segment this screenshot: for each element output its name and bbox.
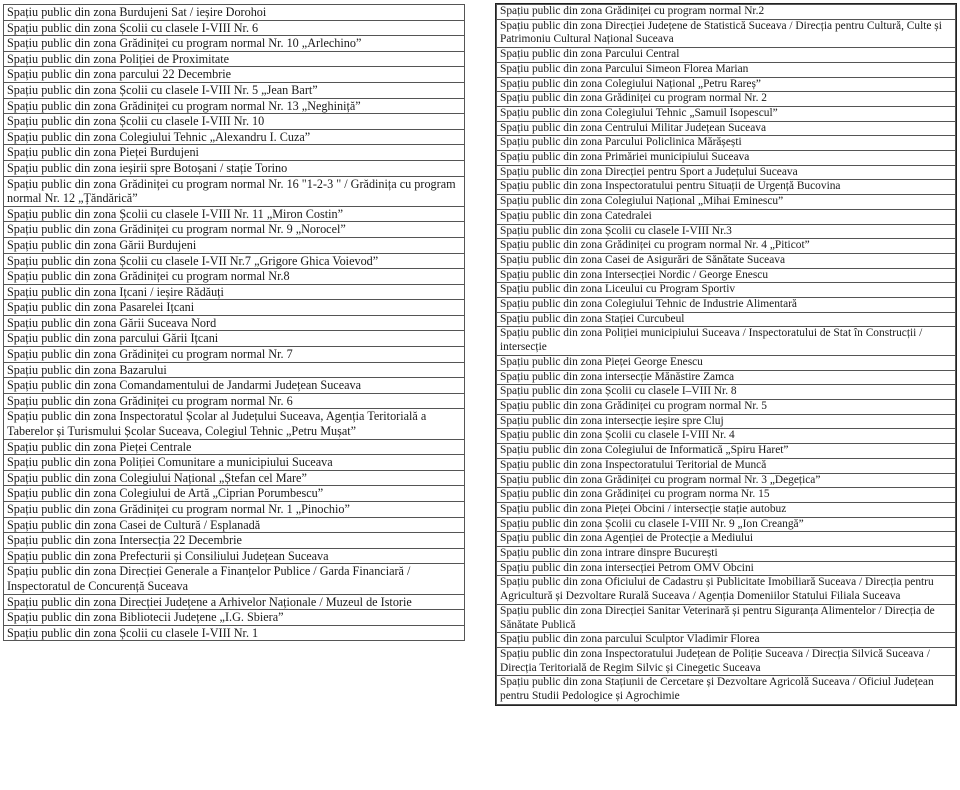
right-table-cell: Spațiu public din zona Colegiului Tehnic de Industrie Alimentară xyxy=(497,298,956,313)
left-table-row xyxy=(4,206,465,222)
right-table-row xyxy=(497,355,956,370)
left-table-cell: Spațiu public din zona Gării Burdujeni xyxy=(4,237,465,253)
right-table-row xyxy=(497,5,956,20)
left-table-row xyxy=(4,300,465,316)
left-table-row xyxy=(4,36,465,52)
right-table-cell: Spațiu public din zona Intersecției Nordic / George Enescu xyxy=(497,268,956,283)
right-table-cell: Spațiu public din zona Casei de Asigurări de Sănătate Suceava xyxy=(497,253,956,268)
right-table-cell: Spațiu public din zona Direcției Sanitar Veterinară și pentru Siguranța Alimentelor / Direcția de Sănătate Publică xyxy=(497,604,956,632)
left-table-cell: Spațiu public din zona Ițcani / ieșire Rădăuți xyxy=(4,284,465,300)
right-table-cell: Spațiu public din zona Oficiului de Cadastru și Publicitate Imobiliară Suceava / Direcția pentru Agricultură și Dezvoltare Rurală Suceava / Agenția Domeniilor Statului Filiala Suceava xyxy=(497,576,956,604)
right-table-cell: Spațiu public din zona Școlii cu clasele I-VIII Nr. 4 xyxy=(497,429,956,444)
right-table-cell: Spațiu public din zona Agenției de Protecție a Mediului xyxy=(497,532,956,547)
left-table-row xyxy=(4,176,465,206)
right-table-row xyxy=(497,283,956,298)
right-table-cell: Spațiu public din zona Grădiniței cu program normal Nr. 5 xyxy=(497,399,956,414)
right-table-row xyxy=(497,92,956,107)
right-table-row xyxy=(497,604,956,632)
right-table-row xyxy=(497,151,956,166)
left-table-row xyxy=(4,347,465,363)
left-table-cell: Spațiu public din zona Pasarelei Ițcani xyxy=(4,300,465,316)
left-table-row xyxy=(4,82,465,98)
left-table-cell: Spațiu public din zona Școlii cu clasele I-VIII Nr. 10 xyxy=(4,114,465,130)
left-table-cell: Spațiu public din zona Casei de Cultură / Esplanadă xyxy=(4,517,465,533)
left-table-row xyxy=(4,20,465,36)
left-table-row xyxy=(4,5,465,21)
left-table-row xyxy=(4,625,465,641)
left-table-cell: Spațiu public din zona Direcției Județene a Arhivelor Naționale / Muzeul de Istorie xyxy=(4,594,465,610)
right-table-row xyxy=(497,502,956,517)
left-table-cell: Spațiu public din zona Direcției Generale a Finanțelor Publice / Garda Financiară / Inspectoratul de Concurență Suceava xyxy=(4,564,465,594)
left-table-cell: Spațiu public din zona Prefecturii și Consiliului Județean Suceava xyxy=(4,548,465,564)
right-table-cell: Spațiu public din zona intersecție Mănăstire Zamca xyxy=(497,370,956,385)
right-table-cell: Spațiu public din zona Stațiunii de Cercetare și Dezvoltare Agricolă Suceava / Oficiul Județean pentru Studii Pedologice și Agrochimie xyxy=(497,676,956,704)
right-table-row xyxy=(497,370,956,385)
left-table-cell: Spațiu public din zona Grădiniței cu program normal Nr. 1 „Pinochio” xyxy=(4,502,465,518)
left-table-cell: Spațiu public din zona Grădiniței cu program normal Nr. 10 „Arlechino” xyxy=(4,36,465,52)
left-table-row xyxy=(4,253,465,269)
left-table-row xyxy=(4,455,465,471)
left-table-row xyxy=(4,269,465,285)
right-table-cell: Spațiu public din zona Inspectoratului pentru Situații de Urgență Bucovina xyxy=(497,180,956,195)
left-locations-table xyxy=(3,4,465,641)
left-table-cell: Spațiu public din zona Școlii cu clasele I-VII Nr.7 „Grigore Ghica Voievod” xyxy=(4,253,465,269)
right-table-cell: Spațiu public din zona Inspectoratului Județean de Poliție Suceava / Direcția Silvică Suceava / Direcția Teritorială de Regim Silvic și Cinegetic Suceava xyxy=(497,647,956,675)
right-table-cell: Spațiu public din zona Colegiului Național „Petru Rareș” xyxy=(497,77,956,92)
right-table-cell: Spațiu public din zona intrare dinspre București xyxy=(497,547,956,562)
right-table-cell: Spațiu public din zona Pieței George Enescu xyxy=(497,355,956,370)
right-table-row xyxy=(497,312,956,327)
left-table-row xyxy=(4,548,465,564)
left-table-row xyxy=(4,610,465,626)
left-table-cell: Spațiu public din zona Grădiniței cu program normal Nr. 9 „Norocel” xyxy=(4,222,465,238)
left-table-cell: Spațiu public din zona Bibliotecii Județene „I.G. Sbiera” xyxy=(4,610,465,626)
left-table-cell: Spațiu public din zona Colegiului Tehnic „Alexandru I. Cuza” xyxy=(4,129,465,145)
right-table-row xyxy=(497,209,956,224)
right-table-row xyxy=(497,414,956,429)
left-table-cell: Spațiu public din zona Colegiului de Artă „Ciprian Porumbescu” xyxy=(4,486,465,502)
left-table-cell: Spațiu public din zona Grădiniței cu program normal Nr. 6 xyxy=(4,393,465,409)
right-table-cell: Spațiu public din zona Parcului Simeon Florea Marian xyxy=(497,62,956,77)
left-table-cell: Spațiu public din zona Școlii cu clasele I-VIII Nr. 6 xyxy=(4,20,465,36)
left-table-row xyxy=(4,594,465,610)
right-table-cell: Spațiu public din zona Școlii cu clasele I-VIII Nr. 9 „Ion Creangă” xyxy=(497,517,956,532)
left-table-cell: Spațiu public din zona Burdujeni Sat / ieșire Dorohoi xyxy=(4,5,465,21)
right-table-cell: Spațiu public din zona Colegiului Național „Mihai Eminescu” xyxy=(497,195,956,210)
right-table-row xyxy=(497,444,956,459)
right-table-row xyxy=(497,385,956,400)
right-table-row xyxy=(497,19,956,47)
right-table-row xyxy=(497,327,956,355)
right-table-cell: Spațiu public din zona Grădiniței cu program normal Nr.2 xyxy=(497,5,956,20)
left-table-cell: Spațiu public din zona Inspectoratul Școlar al Județului Suceava, Agenția Teritorială a Taberelor și Turismului Școlar Suceava, Colegiul Tehnic „Petru Mușat” xyxy=(4,409,465,439)
left-table-row xyxy=(4,470,465,486)
left-table-cell: Spațiu public din zona Colegiului Național „Ștefan cel Mare” xyxy=(4,470,465,486)
right-table-cell: Spațiu public din zona intersecției Petrom OMV Obcini xyxy=(497,561,956,576)
right-locations-table xyxy=(496,4,956,705)
left-table-cell: Spațiu public din zona Grădiniței cu program normal Nr. 13 „Neghiniță” xyxy=(4,98,465,114)
left-table-cell: Spațiu public din zona Pieței Centrale xyxy=(4,439,465,455)
right-table-row xyxy=(497,62,956,77)
right-table-row xyxy=(497,576,956,604)
right-table-cell: Spațiu public din zona Centrului Militar Județean Suceava xyxy=(497,121,956,136)
left-table-cell: Spațiu public din zona Școlii cu clasele I-VIII Nr. 11 „Miron Costin” xyxy=(4,206,465,222)
left-table-cell: Spațiu public din zona Școlii cu clasele I-VIII Nr. 1 xyxy=(4,625,465,641)
left-table-row xyxy=(4,517,465,533)
right-table-cell: Spațiu public din zona Colegiului de Informatică „Spiru Haret” xyxy=(497,444,956,459)
right-table-row xyxy=(497,48,956,63)
right-table-cell: Spațiu public din zona Grădiniței cu program normal Nr. 3 „Degețica” xyxy=(497,473,956,488)
left-table-row xyxy=(4,145,465,161)
left-table-row xyxy=(4,114,465,130)
left-table-cell: Spațiu public din zona Grădiniței cu program normal Nr. 7 xyxy=(4,347,465,363)
right-table-cell: Spațiu public din zona Pieței Obcini / intersecție stație autobuz xyxy=(497,502,956,517)
left-table-row xyxy=(4,362,465,378)
left-table-row xyxy=(4,284,465,300)
right-table-cell: Spațiu public din zona Primăriei municipiului Suceava xyxy=(497,151,956,166)
right-table-row xyxy=(497,473,956,488)
right-table-cell: Spațiu public din zona Grădiniței cu program norma Nr. 15 xyxy=(497,488,956,503)
left-table-row xyxy=(4,129,465,145)
right-table-row xyxy=(497,633,956,648)
right-table-cell: Spațiu public din zona Școlii cu clasele I–VIII Nr. 8 xyxy=(497,385,956,400)
left-table-row xyxy=(4,222,465,238)
left-table-cell: Spațiu public din zona ieșirii spre Botoșani / stație Torino xyxy=(4,160,465,176)
left-table-row xyxy=(4,160,465,176)
right-table-cell: Spațiu public din zona Direcției Județene de Statistică Suceava / Direcția pentru Cultură, Culte și Patrimoniu Cultural Național Suceava xyxy=(497,19,956,47)
right-table-cell: Spațiu public din zona intersecție ieșire spre Cluj xyxy=(497,414,956,429)
left-table-row xyxy=(4,409,465,439)
right-table-cell: Spațiu public din zona Școlii cu clasele I-VIII Nr.3 xyxy=(497,224,956,239)
right-table-cell: Spațiu public din zona Parcului Central xyxy=(497,48,956,63)
right-table-cell: Spațiu public din zona Poliției municipiului Suceava / Inspectoratului de Stat în Construcții / intersecție xyxy=(497,327,956,355)
right-table-row xyxy=(497,429,956,444)
left-table-row xyxy=(4,315,465,331)
right-table-cell: Spațiu public din zona Colegiului Tehnic „Samuil Isopescul” xyxy=(497,106,956,121)
right-table-row xyxy=(497,399,956,414)
left-table-row xyxy=(4,486,465,502)
left-table-cell: Spațiu public din zona Grădiniței cu program normal Nr. 16 "1-2-3 " / Grădinița cu program normal Nr. 12 „Țăndărică” xyxy=(4,176,465,206)
right-table-row xyxy=(497,106,956,121)
right-table-cell: Spațiu public din zona Inspectoratului Teritorial de Muncă xyxy=(497,458,956,473)
right-table-row xyxy=(497,547,956,562)
right-table-row xyxy=(497,647,956,675)
right-table-cell: Spațiu public din zona Liceului cu Program Sportiv xyxy=(497,283,956,298)
left-table-row xyxy=(4,51,465,67)
right-table-row xyxy=(497,253,956,268)
left-table-row xyxy=(4,237,465,253)
right-table-row xyxy=(497,239,956,254)
left-table-row xyxy=(4,98,465,114)
left-table-cell: Spațiu public din zona Școlii cu clasele I-VIII Nr. 5 „Jean Bart” xyxy=(4,82,465,98)
left-table-row xyxy=(4,564,465,594)
right-table-row xyxy=(497,224,956,239)
right-table-cell: Spațiu public din zona Parcului Policlinica Mărășești xyxy=(497,136,956,151)
left-table-cell: Spațiu public din zona Pieței Burdujeni xyxy=(4,145,465,161)
right-table-cell: Spațiu public din zona parcului Sculptor Vladimir Florea xyxy=(497,633,956,648)
right-table-cell: Spațiu public din zona Catedralei xyxy=(497,209,956,224)
left-table-row xyxy=(4,67,465,83)
left-table-cell: Spațiu public din zona Poliției Comunitare a municipiului Suceava xyxy=(4,455,465,471)
left-table-cell: Spațiu public din zona Intersecția 22 Decembrie xyxy=(4,533,465,549)
right-table-cell: Spațiu public din zona Direcției pentru Sport a Județului Suceava xyxy=(497,165,956,180)
left-table-row xyxy=(4,439,465,455)
left-table-cell: Spațiu public din zona Comandamentului de Jandarmi Județean Suceava xyxy=(4,378,465,394)
left-table-cell: Spațiu public din zona Bazarului xyxy=(4,362,465,378)
right-table-row xyxy=(497,180,956,195)
left-table-row xyxy=(4,378,465,394)
left-table-row xyxy=(4,331,465,347)
right-table-row xyxy=(497,298,956,313)
right-table-row xyxy=(497,136,956,151)
right-table-row xyxy=(497,165,956,180)
right-table-row xyxy=(497,561,956,576)
right-table-row xyxy=(497,268,956,283)
left-table-cell: Spațiu public din zona parcului Gării Ițcani xyxy=(4,331,465,347)
right-table-cell: Spațiu public din zona Grădiniței cu program normal Nr. 2 xyxy=(497,92,956,107)
left-table-row xyxy=(4,393,465,409)
right-table-row xyxy=(497,458,956,473)
right-table-cell: Spațiu public din zona Grădiniței cu program normal Nr. 4 „Piticot” xyxy=(497,239,956,254)
left-table-cell: Spațiu public din zona parcului 22 Decembrie xyxy=(4,67,465,83)
left-table-row xyxy=(4,502,465,518)
left-table-cell: Spațiu public din zona Grădiniței cu program normal Nr.8 xyxy=(4,269,465,285)
right-table-row xyxy=(497,77,956,92)
right-table-cell: Spațiu public din zona Stației Curcubeul xyxy=(497,312,956,327)
right-table-row xyxy=(497,517,956,532)
left-table-row xyxy=(4,533,465,549)
left-table-cell: Spațiu public din zona Gării Suceava Nord xyxy=(4,315,465,331)
right-table-row xyxy=(497,532,956,547)
right-table-row xyxy=(497,676,956,704)
right-table-row xyxy=(497,121,956,136)
left-table-cell: Spațiu public din zona Poliției de Proximitate xyxy=(4,51,465,67)
right-table-row xyxy=(497,195,956,210)
right-table-row xyxy=(497,488,956,503)
